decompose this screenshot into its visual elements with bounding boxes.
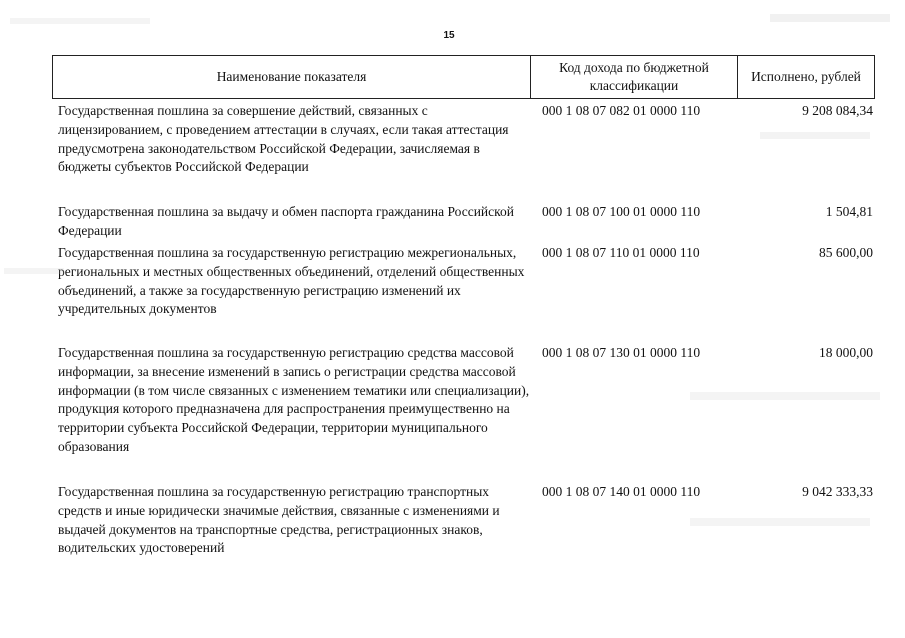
scan-bleed-mark (10, 18, 150, 24)
row-code: 000 1 08 07 130 01 0000 110 (542, 345, 701, 360)
row-code: 000 1 08 07 110 01 0000 110 (542, 245, 700, 260)
row-amount: 1 504,81 (825, 204, 873, 219)
page-number: 15 (443, 30, 455, 41)
scan-bleed-mark (690, 392, 880, 400)
row-code: 000 1 08 07 100 01 0000 110 (542, 204, 701, 219)
row-name: Государственная пошлина за государственную регистрацию межрегиональных, региональных и местных общественных объединений, отделений общественных объединений, а также за государственную регистрацию изменений их учредительных документов (58, 245, 525, 317)
row-amount: 85 600,00 (819, 245, 873, 260)
scan-bleed-mark (770, 14, 890, 22)
row-code: 000 1 08 07 082 01 0000 110 (542, 103, 701, 118)
row-amount: 9 042 333,33 (802, 484, 873, 499)
row-name: Государственная пошлина за государственную регистрацию транспортных средств и иные юридически значимые действия, связанные с изменениями и выдачей документов на транспортные средства, регистрационных знаков, водительских удостоверений (58, 484, 500, 556)
row-name: Государственная пошлина за государственную регистрацию средства массовой информации, за внесение изменений в запись о регистрации средства массовой информации (в том числе связанных с изменением тематики или специализации), продукция которого предназначена для распространения преимущественно на территории субъекта Российской Федерации, территории муниципального образования (58, 345, 530, 454)
row-name: Государственная пошлина за выдачу и обмен паспорта гражданина Российской Федерации (58, 204, 514, 238)
header-code: Код дохода по бюджетной классификации (531, 56, 738, 98)
row-code: 000 1 08 07 140 01 0000 110 (542, 484, 701, 499)
row-amount: 9 208 084,34 (802, 103, 873, 118)
header-executed: Исполнено, рублей (751, 69, 861, 84)
row-name: Государственная пошлина за совершение действий, связанных с лицензированием, с проведением аттестации в случаях, если такая аттестация предусмотрена законодательством Российской Федерации, зачисляемая в бюджеты субъектов Российской Федерации (58, 103, 509, 175)
header-name: Наименование показателя (53, 56, 531, 98)
scan-bleed-mark (690, 518, 870, 526)
table-header (52, 55, 875, 99)
row-amount: 18 000,00 (819, 345, 873, 360)
scan-bleed-mark (4, 268, 64, 274)
scan-bleed-mark (760, 132, 870, 139)
